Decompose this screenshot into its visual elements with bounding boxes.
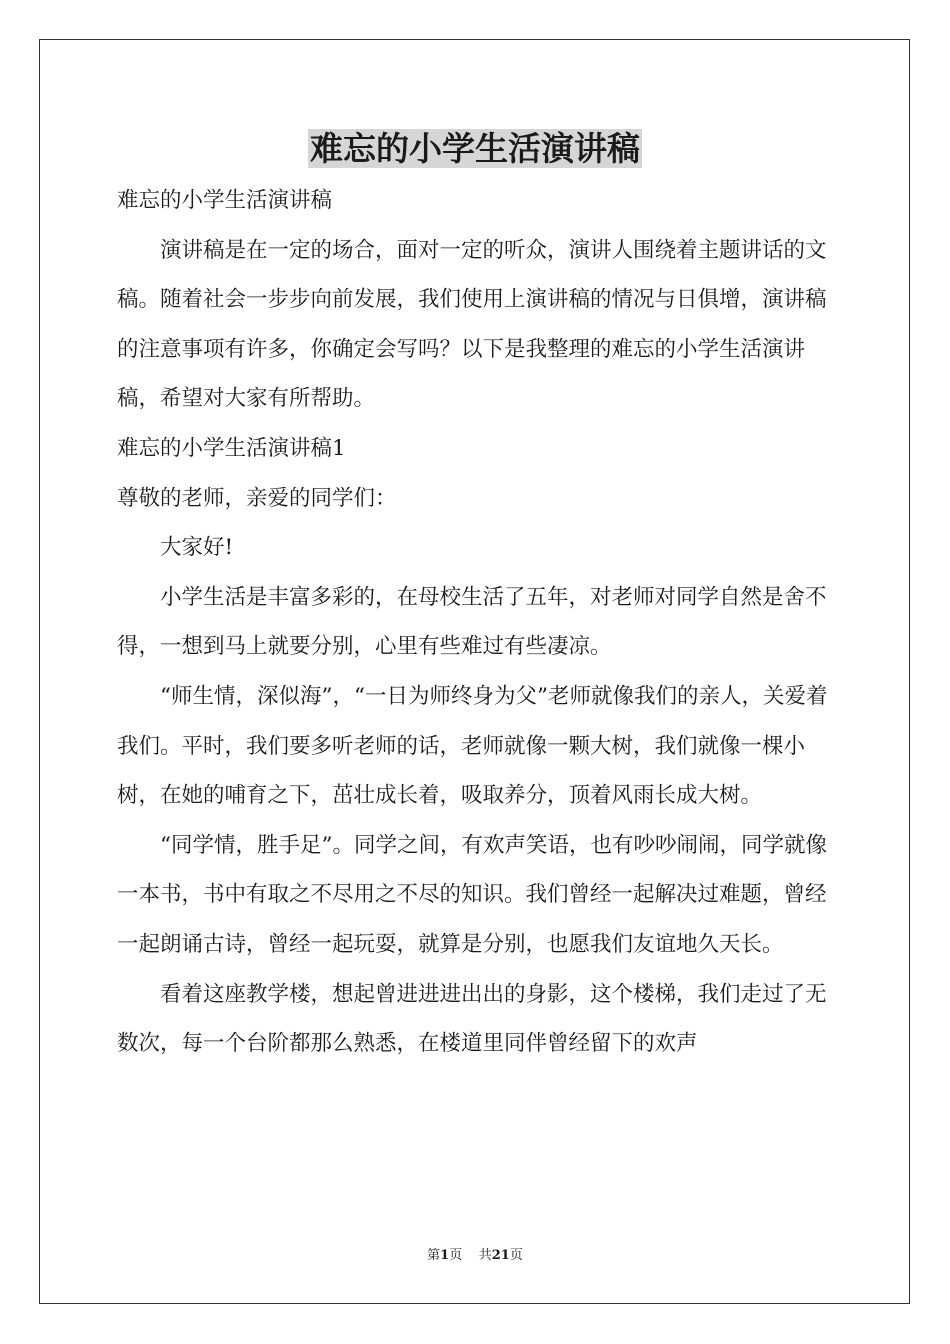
section-heading: 难忘的小学生活演讲稿1 (117, 435, 346, 461)
page-prefix: 第 (427, 1248, 441, 1263)
body-paragraph: 看着这座教学楼，想起曾进进进出出的身影，这个楼梯，我们走过了无数次，每一个台阶都那么熟悉，在楼道里同伴曾经留下的欢声 (117, 981, 827, 1057)
body-paragraph: 小学生活是丰富多彩的，在母校生活了五年，对老师对同学自然是舍不得，一想到马上就要分别，心里有些难过有些凄凉。 (117, 584, 827, 660)
page-suffix: 页 (449, 1248, 463, 1263)
total-pages: 21 (491, 1248, 510, 1263)
document-body (117, 176, 833, 1069)
document-title-text: 难忘的小学生活演讲稿 (310, 129, 640, 168)
body-paragraph: “同学情，胜手足”。同学之间，有欢声笑语，也有吵吵闹闹，同学就像一本书，书中有取之不尽用之不尽的知识。我们曾经一起解决过难题，曾经一起朗诵古诗，曾经一起玩耍，就算是分别，也愿我们友谊地久天长。 (117, 832, 827, 957)
subtitle-line: 难忘的小学生活演讲稿 (117, 188, 333, 213)
intro-paragraph: 演讲稿是在一定的场合，面对一定的听众，演讲人围绕着主题讲话的文稿。随着社会一步步向前发展，我们使用上演讲稿的情况与日俱增，演讲稿的注意事项有许多，你确定会写吗？以下是我整理的难忘的小学生活演讲稿，希望对大家有所帮助。 (117, 237, 827, 412)
body-paragraph: “师生情，深似海”，“一日为师终身为父”老师就像我们的亲人，关爱着我们。平时，我们要多听老师的话，老师就像一颗大树，我们就像一棵小树，在她的哺育之下，茁壮成长着，吸取养分，顶着风雨长成大树。 (117, 683, 828, 809)
salutation: 尊敬的老师，亲爱的同学们： (117, 485, 397, 511)
total-prefix: 共 (478, 1248, 492, 1263)
page-number: 1 (440, 1248, 450, 1263)
total-suffix: 页 (509, 1248, 523, 1263)
document-title (0, 124, 950, 174)
page-footer (0, 1246, 950, 1266)
greeting: 大家好! (160, 535, 234, 561)
